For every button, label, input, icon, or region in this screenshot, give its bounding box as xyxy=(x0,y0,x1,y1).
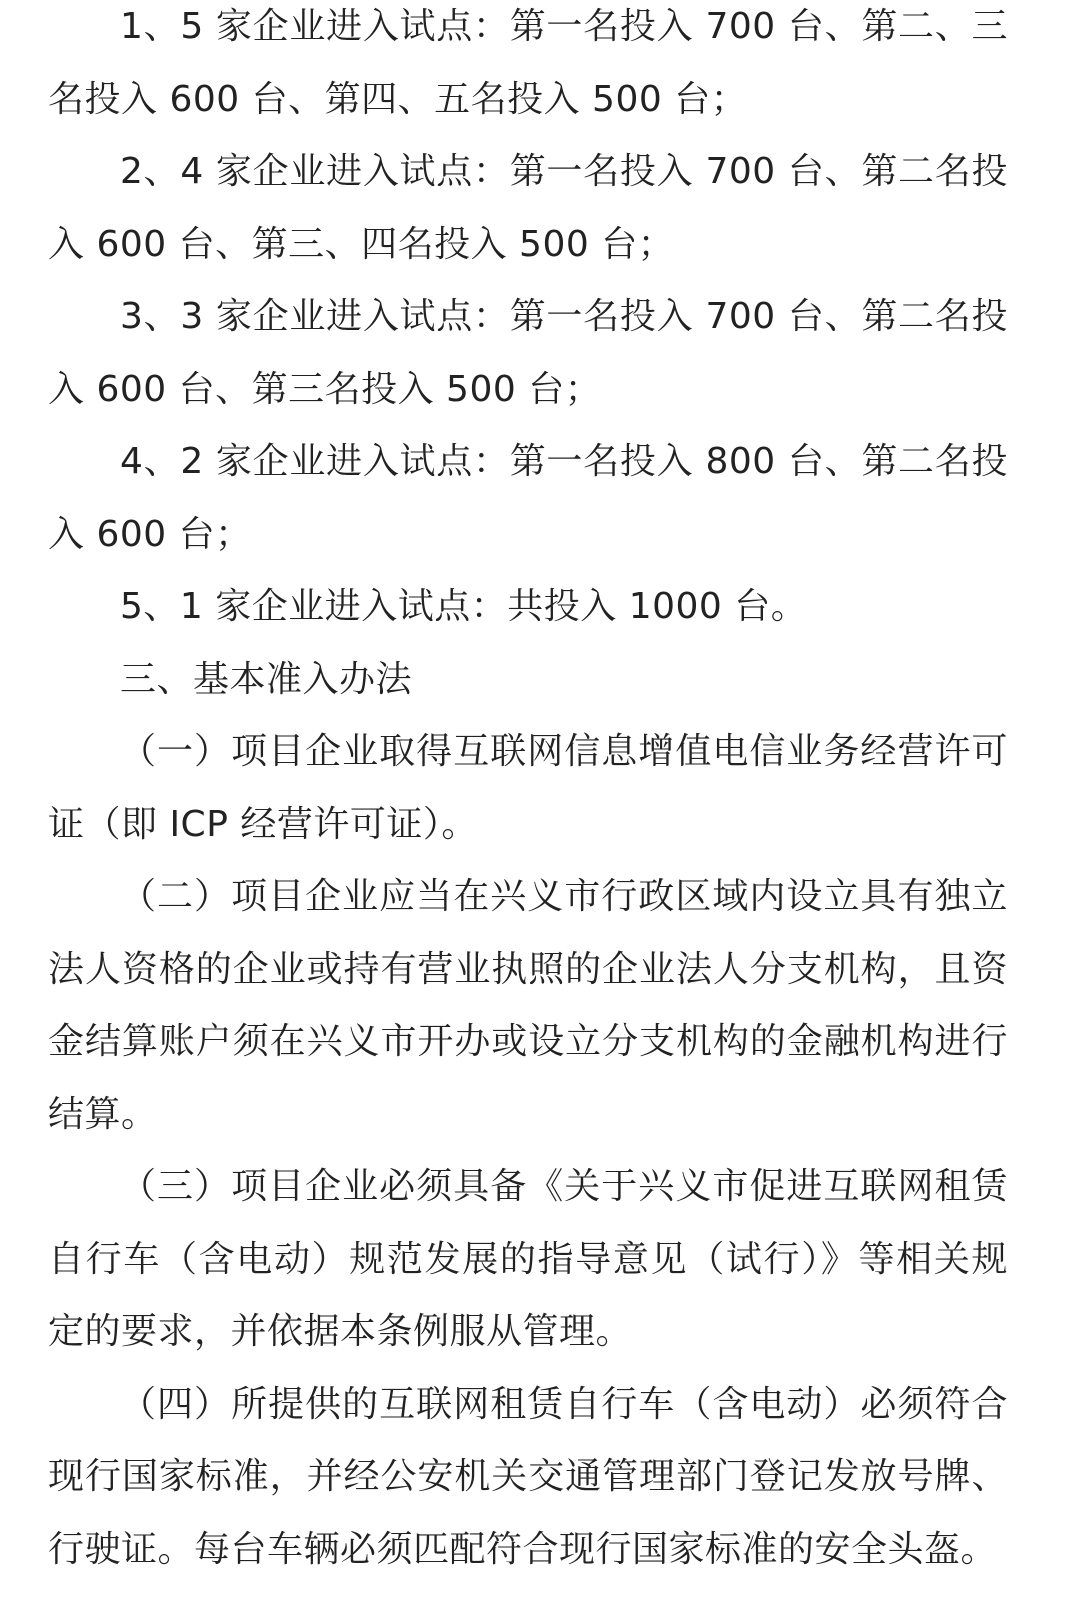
section-heading-admission: 三、基本准入办法 xyxy=(120,658,413,700)
list-item-3-companies: 3、3 家企业进入试点：第一名投入 700 台、第二名投入 600 台、第三名投入 500 台； xyxy=(48,296,1008,410)
list-item-2-companies: 4、2 家企业进入试点：第一名投入 800 台、第二名投入 600 台； xyxy=(48,441,1008,555)
clause-2-local-entity: （二）项目企业应当在兴义市行政区域内设立具有独立法人资格的企业或持有营业执照的企业法人分支机构，且资金结算账户须在兴义市开办或设立分支机构的金融机构进行结算。 xyxy=(48,876,1008,1135)
list-item-5-companies: 1、5 家企业进入试点：第一名投入 700 台、第二、三名投入 600 台、第四、五名投入 500 台； xyxy=(48,6,1008,120)
list-item-4-companies: 2、4 家企业进入试点：第一名投入 700 台、第二名投入 600 台、第三、四名投入 500 台； xyxy=(48,151,1008,265)
clause-4-national-standards: （四）所提供的互联网租赁自行车（含电动）必须符合现行国家标准，并经公安机关交通管理部门登记发放号牌、行驶证。每台车辆必须匹配符合现行国家标准的安全头盔。 xyxy=(48,1383,1008,1570)
clause-1-icp-license: （一）项目企业取得互联网信息增值电信业务经营许可证（即 ICP 经营许可证）。 xyxy=(48,731,1008,845)
document-body xyxy=(48,0,1008,1586)
list-item-1-company: 5、1 家企业进入试点：共投入 1000 台。 xyxy=(120,586,808,627)
clause-3-requirements: （三）项目企业必须具备《关于兴义市促进互联网租赁自行车（含电动）规范发展的指导意见（试行）》等相关规定的要求，并依据本条例服从管理。 xyxy=(48,1166,1008,1352)
